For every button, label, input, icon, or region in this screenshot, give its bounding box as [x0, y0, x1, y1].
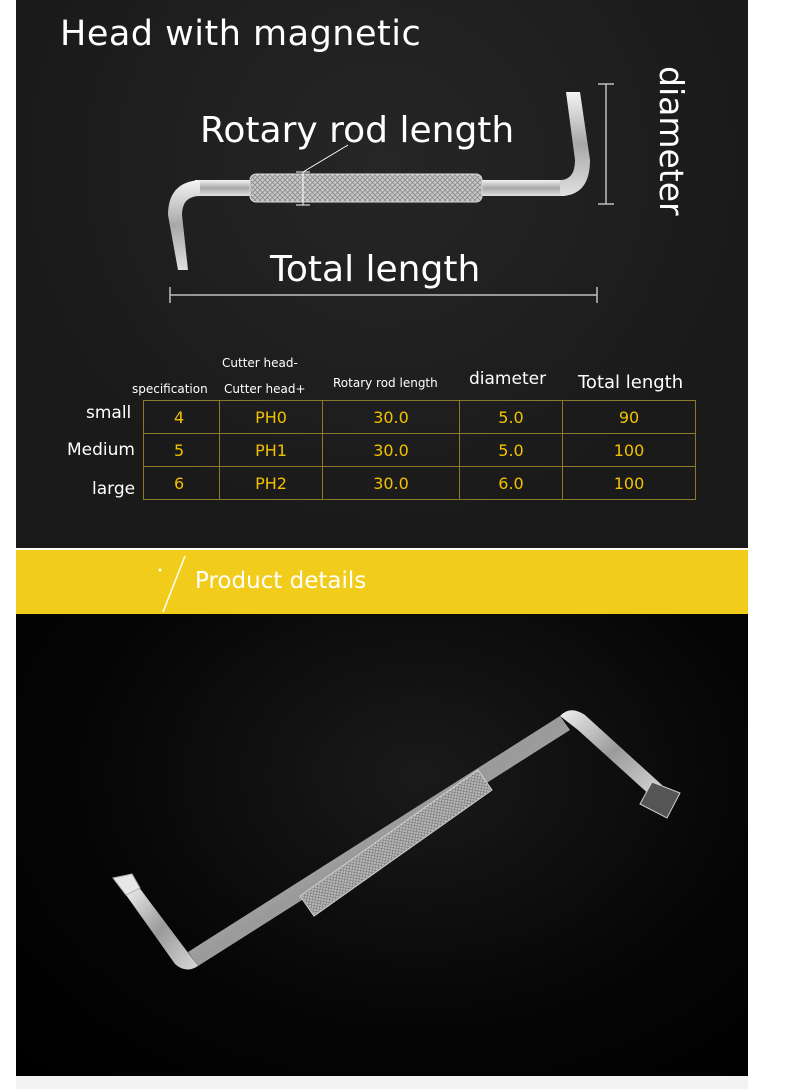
diameter-label: diameter: [652, 66, 691, 216]
row-label-medium: Medium: [67, 440, 135, 460]
cell-total: 100: [563, 434, 696, 467]
headline: Head with magnetic: [60, 14, 422, 54]
rotary-rod-length-label: Rotary rod length: [200, 110, 515, 151]
cell-rod: 30.0: [323, 401, 460, 434]
header-cutter-head-plus: Cutter head+: [224, 382, 306, 396]
cell-cutter: PH0: [220, 401, 323, 434]
header-rotary-rod-length: Rotary rod length: [333, 376, 438, 390]
row-label-large: large: [92, 479, 136, 499]
cell-diameter: 6.0: [460, 467, 563, 500]
header-total-length: Total length: [578, 372, 684, 393]
cell-spec: 4: [144, 401, 220, 434]
cell-total: 100: [563, 467, 696, 500]
cell-rod: 30.0: [323, 467, 460, 500]
total-length-label: Total length: [270, 249, 481, 290]
cell-spec: 6: [144, 467, 220, 500]
header-specification: specification: [132, 382, 208, 396]
cell-diameter: 5.0: [460, 401, 563, 434]
row-label-small: small: [86, 403, 132, 423]
header-diameter: diameter: [469, 369, 547, 389]
section-title: Product details: [195, 568, 367, 594]
header-cutter-head-minus: Cutter head-: [222, 356, 298, 370]
cell-diameter: 5.0: [460, 434, 563, 467]
footer-strip: [16, 1076, 748, 1089]
cell-rod: 30.0: [323, 434, 460, 467]
cell-spec: 5: [144, 434, 220, 467]
cell-cutter: PH1: [220, 434, 323, 467]
cell-cutter: PH2: [220, 467, 323, 500]
cell-total: 90: [563, 401, 696, 434]
